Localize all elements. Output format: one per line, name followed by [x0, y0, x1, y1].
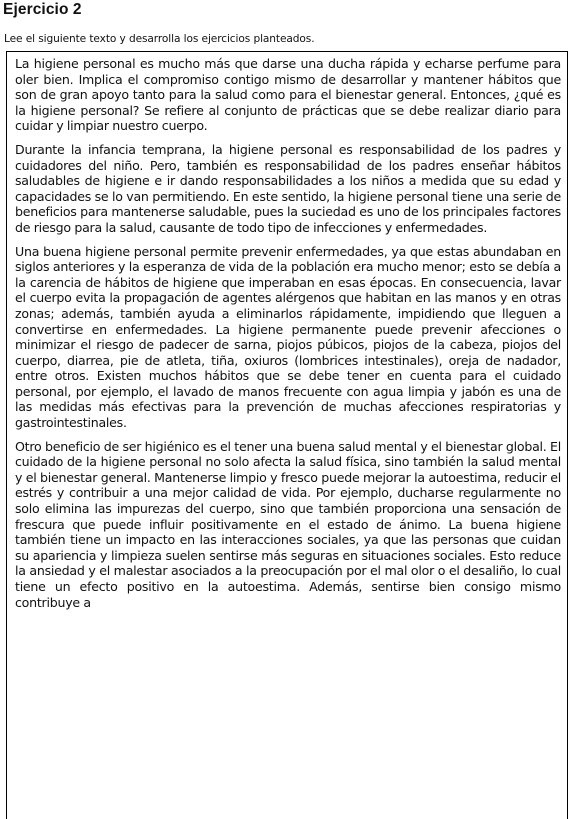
reading-paragraph-4: Otro beneficio de ser higiénico es el tener una buena salud mental y el bienestar global. El cuidado de la higiene personal no solo afecta la salud física, sino también la salud mental y el bienestar general. Mantenerse limpio y fresco puede mejorar la autoestima, reducir el estrés y contribuir a una mejor calidad de vida. Por ejemplo, ducharse regularmente no solo elimina las impurezas del cuerpo, sino que también proporciona una sensación de frescura que puede influir positivamente en el estado de ánimo. La buena higiene también tiene un impacto en las interacciones sociales, ya que las personas que cuidan su apariencia y limpieza suelen sentirse más seguras en situaciones sociales. Esto reduce la ansiedad y el malestar asociados a la preocupación por el mal olor o el desaliño, lo cual tiene un efecto positivo en la autoestima. Además, sentirse bien consigo mismo contribuye a [15, 438, 561, 610]
reading-paragraph-2: Durante la infancia temprana, la higiene personal es responsabilidad de los padres y cuidadores del niño. Pero, también es responsabilidad de los padres enseñar hábitos saludables de higiene e ir dando responsabilidades a los niños a medida que su edad y capacidades se lo van permitiendo. En este sentido, la higiene personal tiene una serie de beneficios para mantenerse saludable, pues la suciedad es uno de los principales factores de riesgo para la salud, causante de todo tipo de infecciones y enfermedades. [15, 141, 561, 235]
reading-paragraph-3: Una buena higiene personal permite prevenir enfermedades, ya que estas abundaban en siglos anteriores y la esperanza de vida de la población era mucho menor; esto se debía a la carencia de hábitos de higiene que imperaban en esas épocas. En consecuencia, lavar el cuerpo evita la propagación de agentes alérgenos que habitan en las manos y en otras zonas; además, también ayuda a eliminarlos rápidamente, impidiendo que lleguen a convertirse en enfermedades. La higiene permanente puede prevenir afecciones o minimizar el riesgo de padecer de sarna, piojos púbicos, piojos de la cabeza, piojos del cuerpo, diarrea, pie de atleta, tiña, oxiuros (lombrices intestinales), oreja de nadador, entre otros. Existen muchos hábitos que se debe tener en cuenta para el cuidado personal, por ejemplo, el lavado de manos frecuente con agua limpia y jabón es una de las medidas más efectivas para la prevención de muchas afecciones respiratorias y gastrointestinales. [15, 243, 561, 431]
exercise-instruction: Lee el siguiente texto y desarrolla los ejercicios planteados. [4, 33, 315, 45]
exercise-title: Ejercicio 2 [3, 1, 82, 18]
reading-text-box [6, 51, 568, 819]
reading-paragraph-1: La higiene personal es mucho más que darse una ducha rápida y echarse perfume para oler bien. Implica el compromiso contigo mismo de desarrollar y mantener hábitos que son de gran apoyo tanto para la salud como para el bienestar general. Entonces, ¿qué es la higiene personal? Se refiere al conjunto de prácticas que se debe realizar diario para cuidar y limpiar nuestro cuerpo. [15, 56, 561, 134]
